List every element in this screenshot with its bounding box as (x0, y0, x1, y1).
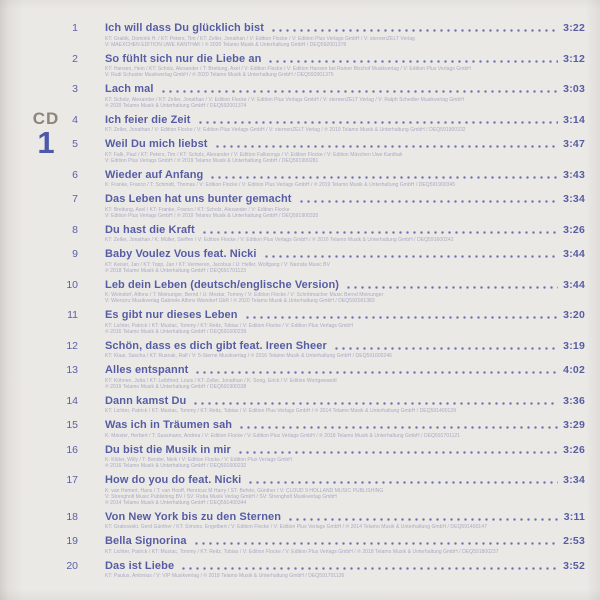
track-title-row (60, 395, 585, 408)
track-duration: 3:26 (563, 443, 585, 456)
track-number: 3 (72, 83, 78, 95)
track-credits (60, 323, 585, 335)
dotted-leader (160, 90, 559, 93)
track-number: 2 (72, 52, 78, 65)
track-credits (60, 353, 585, 359)
track-title-row (60, 309, 585, 322)
track-row (60, 309, 585, 335)
credit-line: KT: Zeller, Jonathan / V: Edition Flocke / V: Edition Plus Verlags GmbH / V: sternenZELT Verlag / ℗ 2019 Telamo Musik & Unterhaltung GmbH / DEQ591900332 (105, 127, 466, 133)
track-row (60, 395, 585, 415)
track-row (60, 138, 585, 164)
credit-line: ℗ 2016 Telamo Musik & Unterhaltung GmbH / DEQ591600232 (105, 463, 247, 469)
track-row (60, 193, 585, 219)
track-title-row (60, 248, 585, 261)
credit-line: ℗ 2019 Telamo Musik & Unterhaltung GmbH / DEQ591900338 (105, 383, 247, 390)
track-number: 7 (72, 193, 78, 205)
dotted-leader (333, 347, 558, 350)
dotted-leader (194, 371, 558, 374)
track-credits (60, 378, 585, 390)
dotted-leader (201, 231, 558, 234)
track-number: 11 (67, 309, 78, 321)
track-title-row (60, 114, 585, 127)
credit-line: K: Meister, Herbert / T: Sussmann, Andrea / V: Edition Flocke / V: Edition Plus Verlags GmbH / ℗ 2018 Telamo Musik & Unterhaltung GmbH / DEQ591701121 (105, 432, 461, 439)
track-title: Du bist die Musik in mir (105, 443, 231, 456)
cd-label: CD (32, 109, 60, 128)
track-number: 17 (66, 474, 78, 486)
track-row (60, 279, 585, 305)
credit-line: V: MAEXCHEN EDITION UWE KANTHAK / ℗ 2020 Telamo Musik & Unterhaltung GmbH / DEQ592001378 (105, 41, 347, 48)
track-number: 20 (66, 559, 78, 572)
track-title: Leb dein Leben (deutsch/englische Version) (105, 278, 340, 291)
track-duration: 3:47 (563, 138, 585, 150)
track-title: How do you do feat. Nicki (105, 474, 242, 486)
track-number: 9 (72, 248, 78, 260)
track-row (60, 340, 585, 360)
credit-line: V: Wiencirz Musikverlag Gabriele Alfons Weindorf GbR / ℗ 2020 Telamo Musik & Unterhaltung GmbH / DEQ592001383 (105, 298, 375, 304)
track-title-row (60, 22, 585, 35)
track-title: Weil Du mich liebst (105, 138, 208, 150)
dotted-leader (263, 255, 559, 258)
dotted-leader (209, 176, 558, 179)
track-duration: 3:20 (563, 309, 585, 321)
track-duration: 3:03 (563, 83, 585, 95)
track-credits (60, 573, 585, 579)
track-credits (60, 488, 585, 506)
credit-line: KT: Köhnen, Jutta / KT: Leibfried, Louis / KT: Zeller, Jonathan / K: Song, Erick / V: Edition Wortgewandt (105, 377, 337, 384)
track-row (60, 53, 585, 79)
credit-line: ℗ 2020 Telamo Musik & Unterhaltung GmbH / DEQ592001374 (105, 102, 247, 109)
track-duration: 3:44 (563, 248, 585, 260)
credit-line: V: Edition Plus Verlags GmbH / ℗ 2019 Telamo Musik & Unterhaltung GmbH / DEQ591900281 (105, 157, 319, 164)
credit-line: K: van Hemert, Hans / T: van Hooff, Henricus M Harry / ST: Behrle, Günther / V: CLOUD 9 HOLLAND MUSIC PUBLISHING (105, 487, 384, 494)
credit-line: V: Edition Plus Verlags GmbH / ℗ 2019 Telamo Musik & Unterhaltung GmbH / DEQ591900335 (105, 212, 319, 219)
track-title: Lach mal (105, 83, 154, 95)
track-row (60, 419, 585, 439)
track-title-row (60, 193, 585, 206)
track-duration: 3:34 (563, 474, 585, 486)
dotted-leader (180, 567, 558, 570)
track-credits (60, 457, 585, 469)
credit-line: KT: Grabowski, Gerd Günther / KT: Simons, Engelbert / V: Edition Flocke / V: Edition Plus Verlags GmbH / ℗ 2014 Telamo Musik & Unterhaltung GmbH / DEQ591400147 (105, 524, 487, 530)
track-row (60, 169, 585, 189)
track-number: 13 (66, 364, 78, 376)
track-duration: 3:11 (563, 510, 585, 523)
cd-number: 1 (37, 125, 55, 160)
track-row (60, 535, 585, 555)
track-row (60, 511, 585, 531)
credit-line: V: Rudi Schuster Musikverlag GmbH / ℗ 2020 Telamo Musik & Unterhaltung GmbH / DEQ592001375 (105, 72, 334, 78)
track-title: So fühlt sich nur die Liebe an (105, 52, 262, 65)
dotted-leader (298, 200, 559, 203)
credit-line: KT: Keiser, Jan / KT: Topp, Jan / KT: Vermeren, Jacobus / Ü: Heller, Wolfgang / V: Narrata Music BV (105, 261, 330, 268)
track-number: 6 (72, 168, 78, 181)
track-duration: 3:36 (563, 394, 585, 407)
track-title: Wieder auf Anfang (105, 168, 204, 181)
credit-line: ℗ 2016 Telamo Musik & Unterhaltung GmbH / DEQ591600239 (105, 328, 247, 335)
track-duration: 3:34 (563, 193, 585, 205)
credit-line: ℗ 2014 Telamo Musik & Unterhaltung GmbH / DEQ591400344 (105, 499, 247, 506)
track-number: 8 (72, 223, 78, 236)
track-title-row (60, 444, 585, 457)
track-title: Ich will dass Du glücklich bist (105, 22, 264, 34)
track-credits (60, 237, 585, 243)
track-credits (60, 97, 585, 109)
track-title: Du hast die Kraft (105, 223, 195, 236)
track-title-row (60, 419, 585, 432)
credit-line: KT: Breitung, Axel / KT: Franke, Franco / KT: Scholz, Alexander / V: Edition Flocke (105, 206, 290, 213)
credit-line: KT: Hansen, Hein / KT: Scholz, Alexander / T: Breitung, Axel / V: Edition Flocke / V: Edition Hansen bei Rainer Bischof Musikverlag / V: Edition Plus Verlags GmbH (105, 66, 471, 72)
credit-line: KT: Paulus, Antonius / V: VIP Musikverlag / ℗ 2018 Telamo Musik & Unterhaltung GmbH / DEQ591701126 (105, 573, 345, 579)
credit-line: K: Weindorf, Alfons / T: Meinunger, Bernd / Ü: Mestar, Tommy / V: Edition Flocke / V: Schrittmacher Music Bernd Meinunger (105, 292, 384, 298)
track-credits (60, 549, 585, 555)
track-title: Von New York bis zu den Sternen (105, 510, 282, 523)
track-title-row (60, 138, 585, 151)
credit-line: KT: Lichter, Patrick / KT: Mustac, Tommy / KT: Reitz, Tobias / V: Edition Flocke / V: Edition Plus Verlags GmbH / ℗ 2018 Telamo Musik & Unterhaltung GmbH / DEQ591800237 (105, 548, 499, 555)
track-credits (60, 262, 585, 274)
credit-line: KT: Lichter, Patrick / KT: Mustac, Tommy / KT: Reitz, Tobias / V: Edition Flocke / V: Edition Plus Verlags GmbH (105, 322, 353, 329)
dotted-leader (247, 481, 558, 484)
track-credits (60, 66, 585, 78)
track-number: 12 (66, 339, 78, 352)
track-number: 5 (72, 138, 78, 150)
track-duration: 3:14 (563, 113, 585, 126)
track-credits (60, 408, 585, 414)
track-title: Dann kamst Du (105, 394, 187, 407)
credit-line: KT: Falk, Paul / KT: Peters, Tim / KT: Scholz, Alexander / V: Edition Falksongs / V: Edition Flocke / V: Edition Mäxchen Uwe Kanthak (105, 151, 403, 158)
track-number: 19 (66, 535, 78, 547)
credit-line: V: Strengholt Music Publishing BV / SV: Roba Musik Verlag GmbH / SV: Strengholt Musikverlag GmbH (105, 493, 337, 500)
credit-line: K: Franke, Franco / T: Schmidt, Thomas / V: Edition Flocke / V: Edition Plus Verlags GmbH / ℗ 2019 Telamo Musik & Unterhaltung GmbH / DEQ591900345 (105, 182, 456, 188)
track-credits (60, 433, 585, 439)
track-credits (60, 292, 585, 304)
track-title: Alles entspannt (105, 364, 189, 376)
track-duration: 3:12 (563, 52, 585, 65)
track-title-row (60, 279, 585, 292)
track-credits (60, 36, 585, 48)
track-number: 15 (66, 419, 78, 431)
track-row (60, 22, 585, 48)
track-number: 10 (66, 278, 78, 291)
track-row (60, 83, 585, 109)
track-title: Baby Voulez Vous feat. Nicki (105, 248, 257, 260)
track-duration: 3:26 (563, 223, 585, 236)
track-title: Was ich in Träumen sah (105, 419, 233, 431)
dotted-leader (287, 518, 559, 521)
track-row (60, 364, 585, 390)
dotted-leader (345, 286, 558, 289)
track-title: Bella Signorina (105, 535, 187, 547)
track-row (60, 114, 585, 134)
track-title: Es gibt nur dieses Leben (105, 309, 238, 321)
credit-line: KT: Scholz, Alexander / KT: Zeller, Jonathan / V: Edition Flocke / V: Edition Plus Verlags GmbH / V: sternenZELT Verlag / V: Ralph Schedler Musikverlag GmbH (105, 96, 464, 103)
track-number: 4 (72, 113, 78, 126)
track-title-row (60, 224, 585, 237)
track-title-row (60, 83, 585, 96)
credit-line: KT: Klaar, Sascha / KT: Rusnak, Ralf / V: 5-Sterne Musikverlag / ℗ 2016 Telamo Musik & Unterhaltung GmbH / DEQ591600246 (105, 353, 392, 359)
tracklist (0, 22, 585, 584)
track-duration: 4:02 (563, 364, 585, 376)
credit-line: KT: Zeller, Jonathan / K: Müller, Steffen / V: Edition Flocke / V: Edition Plus Verlags GmbH / ℗ 2016 Telamo Musik & Unterhaltung GmbH / DEQ591600242 (105, 237, 454, 243)
track-credits (60, 127, 585, 133)
track-duration: 3:29 (563, 419, 585, 431)
credit-line: KT: Lichter, Patrick / KT: Mustac, Tommy / KT: Reitz, Tobias / V: Edition Plus Verlags GmbH / ℗ 2014 Telamo Musik & Unterhaltung GmbH / DEQ591400139 (105, 408, 457, 414)
dotted-leader (193, 542, 559, 545)
dotted-leader (192, 402, 558, 405)
track-number: 18 (66, 510, 78, 523)
track-credits (60, 152, 585, 164)
dotted-leader (197, 121, 559, 124)
track-title-row (60, 364, 585, 377)
track-title-row (60, 169, 585, 182)
track-title-row (60, 340, 585, 353)
track-title-row (60, 474, 585, 487)
track-duration: 3:44 (563, 278, 585, 291)
dotted-leader (237, 451, 558, 454)
track-number: 14 (66, 394, 78, 407)
dotted-leader (270, 29, 558, 32)
track-credits (60, 524, 585, 530)
track-credits (60, 182, 585, 188)
track-title-row (60, 511, 585, 524)
credit-line: KT: Grabik, Dominik H. / KT: Peters, Tim / KT: Zeller, Jonathan / V: Edition Flocke / V: Edition Plus Verlags GmbH / V: sternenZELT Verlag (105, 35, 415, 42)
track-duration: 3:43 (563, 168, 585, 181)
track-title-row (60, 53, 585, 66)
track-row (60, 248, 585, 274)
dotted-leader (214, 145, 559, 148)
track-row (60, 444, 585, 470)
dotted-leader (267, 60, 558, 63)
track-title: Schön, dass es dich gibt feat. Ireen Sheer (105, 339, 327, 352)
track-title: Das ist Liebe (105, 559, 175, 572)
track-title: Ich feier die Zeit (105, 113, 191, 126)
track-number: 16 (66, 443, 78, 456)
credit-line: K: Klüter, Willy / T: Bender, Meik / V: Edition Flocke / V: Edition Plus Verlags GmbH (105, 457, 292, 463)
track-row (60, 224, 585, 244)
track-duration: 3:19 (563, 339, 585, 352)
track-duration: 3:22 (563, 22, 585, 34)
track-duration: 2:53 (563, 535, 585, 547)
track-duration: 3:52 (563, 559, 585, 572)
track-credits (60, 207, 585, 219)
track-title-row (60, 535, 585, 548)
track-row (60, 560, 585, 580)
track-row (60, 474, 585, 506)
dotted-leader (238, 426, 558, 429)
track-title: Das Leben hat uns bunter gemacht (105, 193, 292, 205)
dotted-leader (244, 316, 559, 319)
credit-line: ℗ 2018 Telamo Musik & Unterhaltung GmbH / DEQ591701123 (105, 267, 246, 274)
track-title-row (60, 560, 585, 573)
track-number: 1 (72, 22, 78, 34)
